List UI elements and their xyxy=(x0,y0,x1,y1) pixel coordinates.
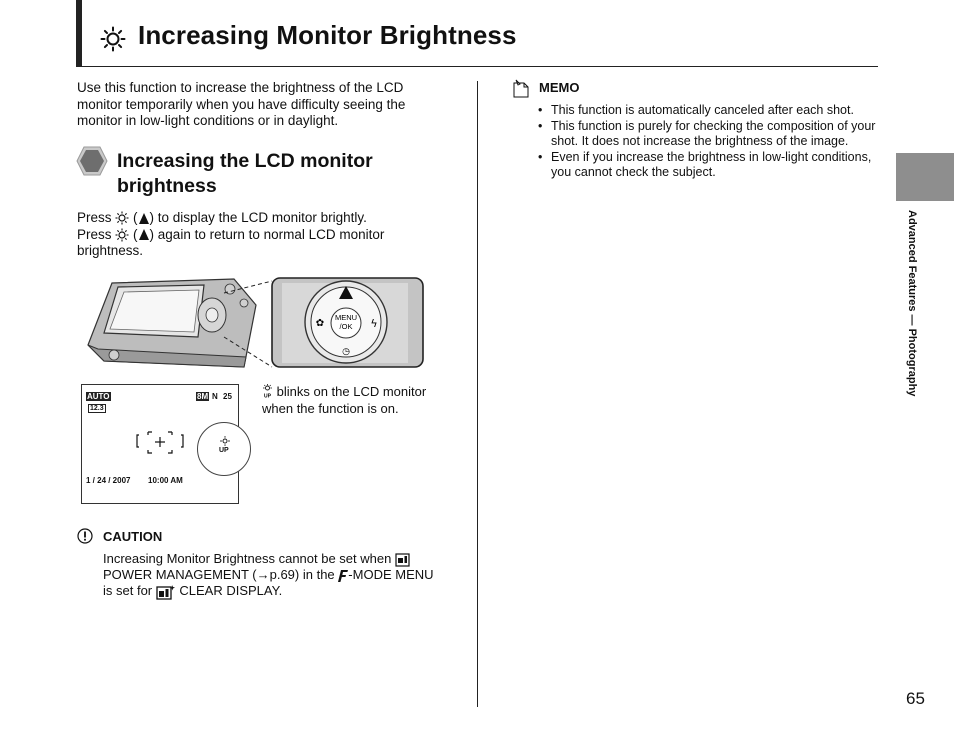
up-arrow-icon xyxy=(138,212,150,225)
brightness-up-icon xyxy=(262,384,273,398)
lcd-monitor-illustration xyxy=(81,384,239,504)
page-number: 65 xyxy=(906,689,925,708)
lcd-size: 8M xyxy=(197,392,209,401)
lcd-zoom: 12.3 xyxy=(90,405,104,412)
chapter-tab xyxy=(896,153,954,201)
memo-icon xyxy=(511,79,531,99)
chapter-label: Advanced Features — Photography xyxy=(906,210,918,397)
hexagon-icon xyxy=(76,146,108,176)
intro-paragraph: Use this function to increase the brightness of the LCD monitor temporarily when you have difficulty seeing the monitor in low-light conditions or in daylight. xyxy=(77,80,406,128)
memo-item: • This function is automatically canceled after each shot. xyxy=(536,103,886,119)
caution-title: CAUTION xyxy=(103,529,163,544)
lcd-time: 10:00 AM xyxy=(148,476,183,485)
press-line-2: Press ( ) again to return to normal LCD monitor brightness. xyxy=(77,226,385,258)
memo-item: • Even if you increase the brightness in low-light conditions, you cannot check the subject. xyxy=(536,150,886,181)
brightness-up-icon xyxy=(219,436,231,446)
memo-item: • This function is purely for checking the composition of your shot. It does not increase the brightness of the image. xyxy=(536,119,886,150)
up-arrow-icon xyxy=(138,228,150,241)
press-line-1: Press ( ) to display the LCD monitor brightly. xyxy=(77,210,367,225)
svg-text:ϟ: ϟ xyxy=(370,317,378,330)
blink-text: blinks on the LCD monitor when the function is on. xyxy=(262,384,427,416)
title-bar xyxy=(76,0,878,67)
clear-display-icon xyxy=(156,584,176,600)
svg-text:✿: ✿ xyxy=(315,318,325,329)
dial-ok-label: /OK xyxy=(339,322,353,331)
svg-text:◷: ◷ xyxy=(342,347,350,357)
page-title: Increasing Monitor Brightness xyxy=(138,20,517,50)
section-heading: Increasing the LCD monitor brightness xyxy=(117,150,373,197)
brightness-sun-icon xyxy=(100,26,126,52)
press-instructions xyxy=(77,210,437,260)
blink-note xyxy=(262,384,452,417)
svg-text:UP: UP xyxy=(264,393,271,398)
lcd-date: 1 / 24 / 2007 xyxy=(86,476,131,485)
camera-illustration xyxy=(84,275,428,375)
caution-text: Increasing Monitor Brightness cannot be set when POWER MANAGEMENT (→p.69) in the -MODE MENU is set for CLEAR DISPLAY. xyxy=(103,551,434,598)
memo-list xyxy=(536,103,886,181)
focus-frame-icon xyxy=(136,431,184,455)
column-divider xyxy=(477,81,478,707)
f-mode-icon xyxy=(338,569,348,583)
lcd-frames: 25 xyxy=(223,392,232,401)
caution-icon xyxy=(77,528,93,544)
lcd-up-label: UP xyxy=(219,447,229,454)
dial-menu-label: MENU xyxy=(334,313,358,322)
brightness-small-icon xyxy=(115,228,129,242)
memo-title: MEMO xyxy=(539,80,580,95)
arrow-right-icon: → xyxy=(256,567,270,582)
brightness-small-icon xyxy=(115,211,129,225)
power-management-icon xyxy=(395,553,410,567)
title-accent-bar xyxy=(76,0,82,66)
lcd-mode: AUTO xyxy=(87,392,110,401)
lcd-quality: N xyxy=(212,392,218,401)
